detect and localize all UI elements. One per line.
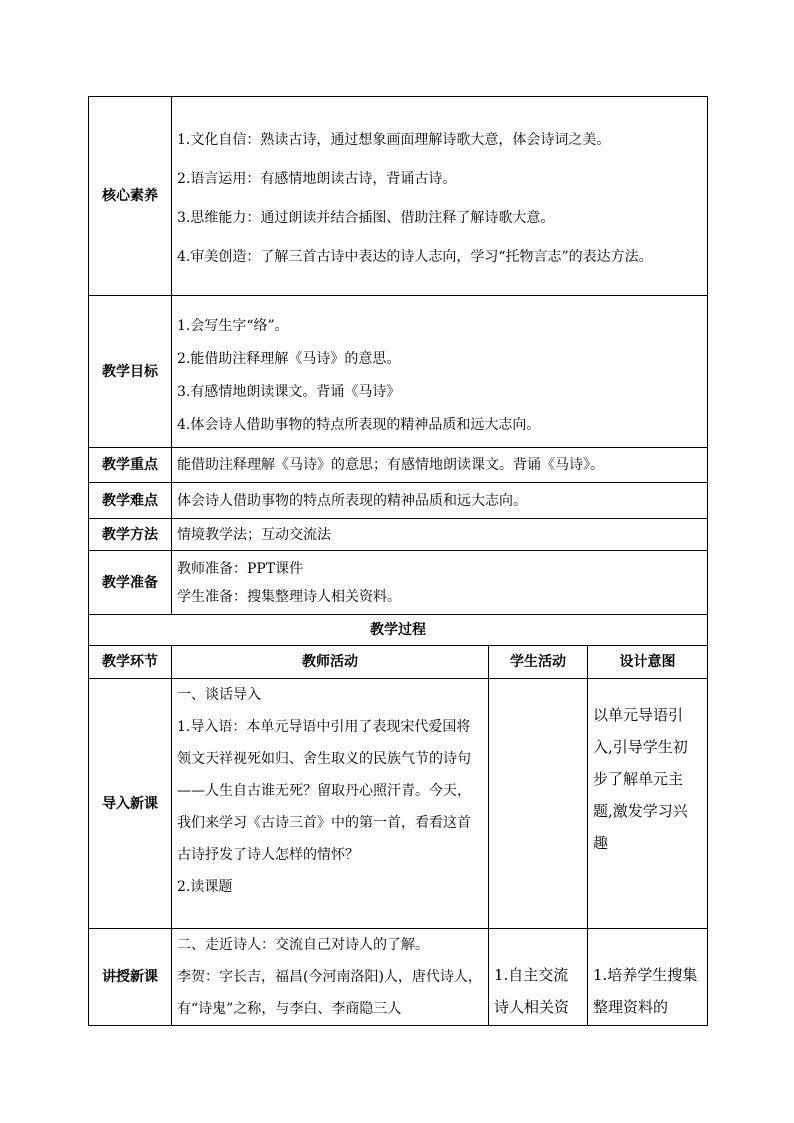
core-item: 4.审美创造：了解三首古诗中表达的诗人志向，学习“托物言志”的表达方法。 (177, 248, 653, 265)
header-teacher: 教师活动 (172, 646, 489, 679)
teaching-goals-row (89, 296, 708, 448)
method-row (89, 519, 708, 551)
student-activity: 1.自主交流诗人相关资 (489, 929, 588, 1026)
core-literacy-label: 核心素养 (89, 97, 172, 296)
core-item: 2.语言运用：有感情地朗读古诗，背诵古诗。 (177, 170, 457, 187)
teaching-goals-label: 教学目标 (89, 296, 172, 448)
core-item: 3.思维能力：通过朗读并结合插图、借助注释了解诗歌大意。 (177, 209, 555, 226)
process-row-lecture (89, 929, 708, 1026)
preparation-content (172, 551, 708, 615)
process-header-row (89, 646, 708, 679)
process-row-intro (89, 679, 708, 929)
header-stage: 教学环节 (89, 646, 172, 679)
preparation-row (89, 551, 708, 615)
stage-label: 讲授新课 (89, 929, 172, 1026)
goal-item: 2.能借助注释理解《马诗》的意思。 (177, 351, 401, 367)
prep-line: 学生准备：搜集整理诗人相关资料。 (177, 588, 401, 605)
header-design: 设计意图 (588, 646, 708, 679)
student-activity (489, 679, 588, 929)
teacher-line: 李贺：字长吉，福昌(今河南洛阳)人，唐代诗人，有“诗鬼”之称，与李白、李商隐三人 (177, 969, 482, 1017)
teacher-activity (172, 929, 489, 1026)
preparation-label: 教学准备 (89, 551, 172, 615)
teaching-goals-content (172, 296, 708, 448)
difficulty-row (89, 483, 708, 519)
teacher-line: 1.导入语：本单元导语中引用了表现宋代爱国将领文天祥视死如归、舍生取义的民族气节的诗句——人生自古谁无死？留取丹心照汗青。今天，我们来学习《古诗三首》中的第一首，看看这首古诗抒发了诗人怎样的情怀？ (177, 719, 471, 863)
design-intent: 1.培养学生搜集整理资料的 (588, 929, 708, 1026)
key-points-content: 能借助注释理解《马诗》的意思；有感情地朗读课文。背诵《马诗》。 (172, 448, 708, 483)
difficulty-label: 教学难点 (89, 483, 172, 519)
goal-item: 3.有感情地朗读课文。背诵《马诗》 (177, 384, 401, 400)
design-intent: 以单元导语引入,引导学生初步了解单元主题,激发学习兴趣 (588, 679, 708, 929)
method-label: 教学方法 (89, 519, 172, 551)
core-literacy-content (172, 97, 708, 296)
method-content: 情境教学法；互动交流法 (172, 519, 708, 551)
teacher-activity (172, 679, 489, 929)
process-title: 教学过程 (89, 615, 708, 646)
key-points-label: 教学重点 (89, 448, 172, 483)
difficulty-content: 体会诗人借助事物的特点所表现的精神品质和远大志向。 (172, 483, 708, 519)
core-item: 1.文化自信：熟读古诗，通过想象画面理解诗歌大意，体会诗词之美。 (177, 131, 611, 148)
prep-line: 教师准备：PPT课件 (177, 560, 304, 577)
lesson-plan-page (88, 96, 707, 1026)
process-title-row (89, 615, 708, 646)
lesson-plan-table (88, 96, 708, 1026)
key-points-row (89, 448, 708, 483)
teacher-line: 二、走近诗人：交流自己对诗人的了解。 (177, 937, 429, 953)
goal-item: 1.会写生字“络”。 (177, 318, 289, 334)
core-literacy-row (89, 97, 708, 296)
teacher-line: 一、谈话导入 (177, 687, 261, 703)
stage-label: 导入新课 (89, 679, 172, 929)
goal-item: 4.体会诗人借助事物的特点所表现的精神品质和远大志向。 (177, 417, 541, 433)
teacher-line: 2.读课题 (177, 879, 233, 895)
header-student: 学生活动 (489, 646, 588, 679)
